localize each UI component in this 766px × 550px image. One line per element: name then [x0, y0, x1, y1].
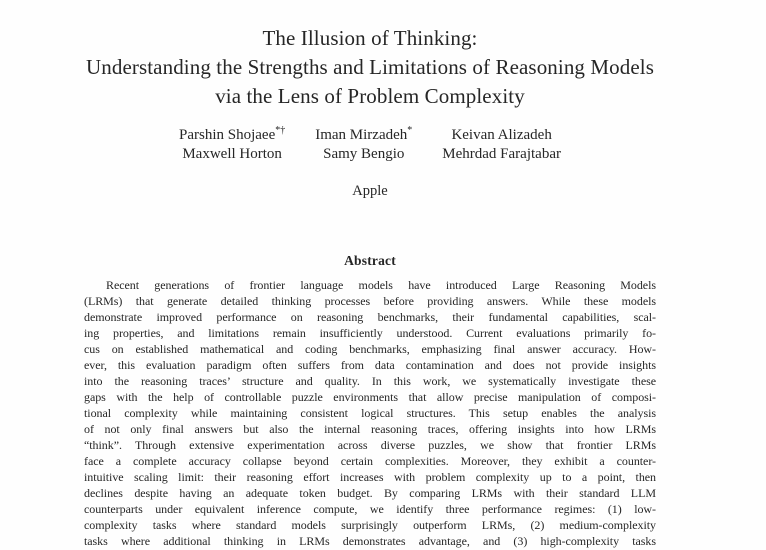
- abstract-line: (LRMs) that generate detailed thinking processes before providing answers. While these models: [84, 294, 656, 308]
- abstract-line: Recent generations of frontier language models have introduced Large Reasoning Models: [106, 278, 656, 292]
- author-name: Mehrdad Farajtabar: [442, 146, 561, 162]
- author-name: Iman Mirzadeh: [315, 127, 408, 143]
- title-line-2: Understanding the Strengths and Limitations of Reasoning Models: [86, 55, 654, 79]
- abstract-line: ing properties, and limitations remain insufficiently understood. Current evaluations primarily fo-: [84, 326, 656, 340]
- abstract-line: cus on established mathematical and coding benchmarks, emphasizing final answer accuracy. How-: [84, 342, 656, 356]
- abstract-line: tasks where additional thinking in LRMs demonstrates advantage, and (3) high-complexity tasks: [84, 534, 656, 548]
- author-samy-bengio: [315, 145, 412, 164]
- author-maxwell-horton: [179, 145, 285, 164]
- abstract-line: declines despite having an adequate token budget. By comparing LRMs with their standard LLM: [84, 486, 656, 500]
- abstract-line: intuitive scaling limit: their reasoning effort increases with problem complexity up to a point, then: [84, 470, 656, 484]
- abstract-line: into the reasoning traces’ structure and quality. In this work, we systematically investigate these: [84, 374, 656, 388]
- paper-title: [0, 24, 740, 111]
- title-line-3: via the Lens of Problem Complexity: [215, 84, 525, 108]
- abstract-line: of not only final answers but also the internal reasoning traces, offering insights into how LRMs: [84, 422, 656, 436]
- abstract-line: demonstrate improved performance on reasoning benchmarks, their fundamental capabilities, scal-: [84, 310, 656, 324]
- abstract-line: “think”. Through extensive experimentation across diverse puzzles, we show that frontier LRMs: [84, 438, 656, 452]
- abstract-line: complexity tasks where standard models surprisingly outperform LRMs, (2) medium-complexity: [84, 518, 656, 532]
- abstract-body: [84, 277, 656, 549]
- author-name: Maxwell Horton: [182, 146, 282, 162]
- author-iman-mirzadeh: [315, 126, 412, 145]
- author-keivan-alizadeh: [442, 126, 561, 145]
- affiliation: Apple: [352, 183, 388, 199]
- abstract-line: counterparts under equivalent inference compute, we identify three performance regimes: (1) low-: [84, 502, 656, 516]
- paper-content: [0, 24, 740, 549]
- author-name: Parshin Shojaee: [179, 127, 276, 143]
- author-footnote-mark: *: [407, 125, 413, 136]
- abstract-line: ever, this evaluation paradigm often suffers from data contamination and does not provide insights: [84, 358, 656, 372]
- abstract-section: [0, 252, 740, 549]
- abstract-line: gaps with the help of controllable puzzle environments that allow precise manipulation of composi-: [84, 390, 656, 404]
- author-parshin-shojaee: [179, 126, 285, 145]
- author-block: [0, 126, 740, 164]
- author-mehrdad-farajtabar: [442, 145, 561, 164]
- abstract-line: face a complete accuracy collapse beyond certain complexities. Moreover, they exhibit a counter-: [84, 454, 656, 468]
- abstract-line: tional complexity while maintaining consistent logical structures. This setup enables the analysis: [84, 406, 656, 420]
- abstract-heading: Abstract: [344, 253, 396, 268]
- author-name: Samy Bengio: [323, 146, 405, 162]
- title-line-1: The Illusion of Thinking:: [262, 26, 478, 50]
- author-footnote-mark: *†: [275, 125, 286, 136]
- author-name: Keivan Alizadeh: [451, 127, 552, 143]
